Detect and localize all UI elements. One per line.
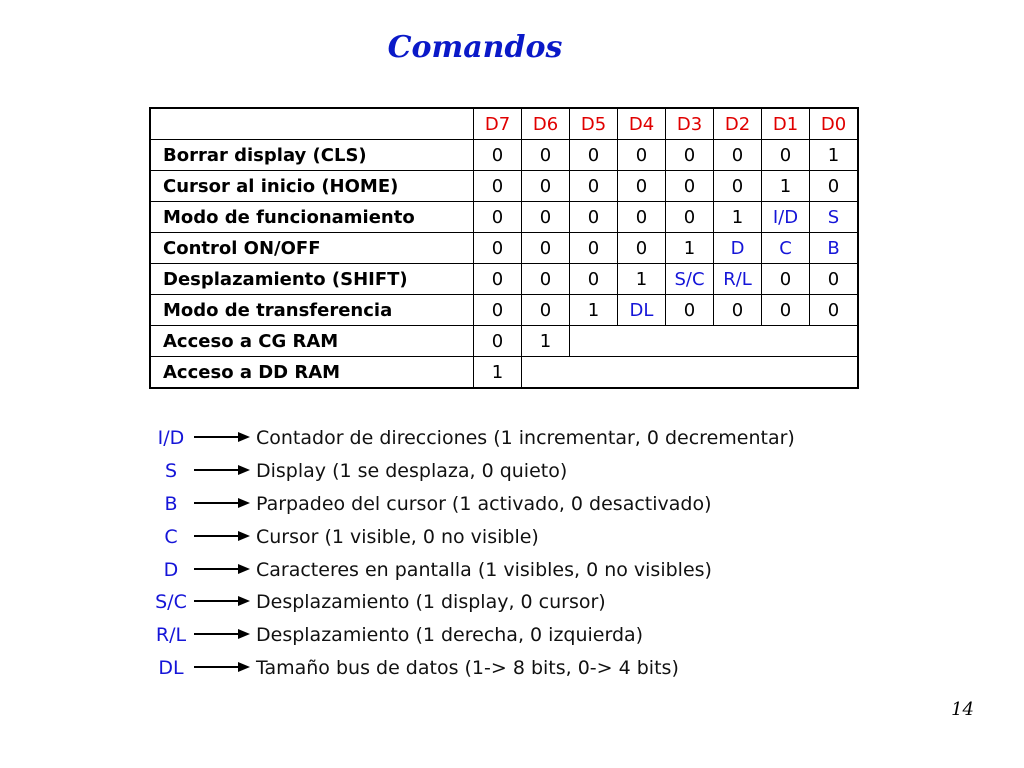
- right-arrow-icon: [194, 559, 250, 581]
- right-arrow-icon: [194, 591, 250, 613]
- bit-cell: 0: [522, 295, 570, 326]
- legend-description: Desplazamiento (1 derecha, 0 izquierda): [256, 624, 644, 647]
- bit-header: D7: [474, 108, 522, 140]
- table-row: [150, 171, 858, 202]
- bit-header: D5: [570, 108, 618, 140]
- bit-cell: 1: [474, 357, 522, 389]
- legend-item: [150, 553, 795, 586]
- bit-cell: 1: [666, 233, 714, 264]
- table-row: [150, 326, 858, 357]
- legend: [150, 422, 795, 684]
- page-number: 14: [951, 699, 974, 720]
- bit-cell: 0: [810, 171, 859, 202]
- bit-cell: 0: [570, 140, 618, 171]
- legend-abbr: S/C: [155, 591, 187, 614]
- command-table: [149, 107, 859, 389]
- empty-cell: [570, 326, 859, 357]
- bit-cell: DL: [618, 295, 666, 326]
- bit-cell: 0: [666, 295, 714, 326]
- bit-cell: 0: [618, 233, 666, 264]
- bit-cell: S/C: [666, 264, 714, 295]
- bit-cell: 0: [474, 233, 522, 264]
- legend-description: Display (1 se desplaza, 0 quieto): [256, 460, 568, 483]
- right-arrow-icon: [194, 624, 250, 646]
- bit-cell: I/D: [762, 202, 810, 233]
- right-arrow-icon: [194, 427, 250, 449]
- bit-cell: 0: [666, 171, 714, 202]
- command-label: Acceso a CG RAM: [150, 326, 474, 357]
- bit-cell: 0: [762, 264, 810, 295]
- bit-cell: 0: [714, 140, 762, 171]
- command-label: Modo de transferencia: [150, 295, 474, 326]
- bit-header: D2: [714, 108, 762, 140]
- bit-cell: 0: [618, 202, 666, 233]
- bit-header: D4: [618, 108, 666, 140]
- legend-item: [150, 652, 795, 685]
- bit-cell: 0: [618, 171, 666, 202]
- bit-cell: 0: [522, 233, 570, 264]
- bit-cell: 1: [522, 326, 570, 357]
- bit-cell: 0: [618, 140, 666, 171]
- bit-cell: 0: [474, 171, 522, 202]
- table-corner-cell: [150, 108, 474, 140]
- right-arrow-icon: [194, 657, 250, 679]
- bit-cell: 0: [570, 202, 618, 233]
- legend-abbr: I/D: [157, 427, 185, 450]
- bit-cell: 1: [762, 171, 810, 202]
- slide-title: Comandos: [387, 30, 563, 65]
- legend-abbr: C: [164, 525, 178, 548]
- command-label: Borrar display (CLS): [150, 140, 474, 171]
- bit-cell: 0: [474, 140, 522, 171]
- bit-cell: B: [810, 233, 859, 264]
- bit-cell: 0: [810, 295, 859, 326]
- table-row: [150, 202, 858, 233]
- empty-cell: [522, 357, 859, 389]
- legend-description: Caracteres en pantalla (1 visibles, 0 no visibles): [256, 558, 712, 581]
- bit-cell: 0: [474, 202, 522, 233]
- table-row: [150, 295, 858, 326]
- bit-cell: 0: [474, 326, 522, 357]
- legend-abbr: D: [163, 558, 179, 581]
- legend-description: Desplazamiento (1 display, 0 cursor): [256, 591, 606, 614]
- legend-abbr: R/L: [155, 624, 187, 647]
- bit-cell: 0: [762, 140, 810, 171]
- bit-cell: 0: [714, 295, 762, 326]
- bit-cell: 1: [618, 264, 666, 295]
- legend-description: Tamaño bus de datos (1-> 8 bits, 0-> 4 bits): [256, 656, 679, 679]
- legend-item: [150, 520, 795, 553]
- legend-description: Cursor (1 visible, 0 no visible): [256, 525, 539, 548]
- command-label: Control ON/OFF: [150, 233, 474, 264]
- table-row: [150, 357, 858, 389]
- bit-cell: S: [810, 202, 859, 233]
- legend-item: [150, 586, 795, 619]
- bit-cell: 0: [474, 264, 522, 295]
- bit-header: D1: [762, 108, 810, 140]
- bit-cell: 0: [714, 171, 762, 202]
- right-arrow-icon: [194, 493, 250, 515]
- bit-cell: D: [714, 233, 762, 264]
- bit-cell: 0: [810, 264, 859, 295]
- legend-description: Contador de direcciones (1 incrementar, 0 decrementar): [256, 427, 795, 450]
- bit-cell: 0: [522, 171, 570, 202]
- bit-header: D6: [522, 108, 570, 140]
- command-label: Cursor al inicio (HOME): [150, 171, 474, 202]
- bit-cell: 0: [666, 202, 714, 233]
- command-label: Modo de funcionamiento: [150, 202, 474, 233]
- command-label: Desplazamiento (SHIFT): [150, 264, 474, 295]
- table-row: [150, 140, 858, 171]
- legend-abbr: S: [164, 460, 178, 483]
- bit-cell: 0: [666, 140, 714, 171]
- bit-cell: 0: [474, 295, 522, 326]
- bit-header: D0: [810, 108, 859, 140]
- bit-cell: 0: [762, 295, 810, 326]
- bit-header: D3: [666, 108, 714, 140]
- bit-cell: 1: [570, 295, 618, 326]
- table-row: [150, 233, 858, 264]
- legend-item: [150, 455, 795, 488]
- bit-cell: 0: [570, 264, 618, 295]
- command-label: Acceso a DD RAM: [150, 357, 474, 389]
- table-header-row: [150, 108, 858, 140]
- right-arrow-icon: [194, 460, 250, 482]
- legend-abbr: DL: [158, 656, 184, 679]
- right-arrow-icon: [194, 526, 250, 548]
- bit-cell: 0: [522, 264, 570, 295]
- legend-item: [150, 488, 795, 521]
- bit-cell: 0: [522, 202, 570, 233]
- bit-cell: C: [762, 233, 810, 264]
- bit-cell: R/L: [714, 264, 762, 295]
- bit-cell: 1: [810, 140, 859, 171]
- legend-item: [150, 619, 795, 652]
- bit-cell: 0: [570, 171, 618, 202]
- legend-abbr: B: [164, 492, 178, 515]
- bit-cell: 0: [522, 140, 570, 171]
- bit-cell: 0: [570, 233, 618, 264]
- legend-item: [150, 422, 795, 455]
- bit-cell: 1: [714, 202, 762, 233]
- legend-description: Parpadeo del cursor (1 activado, 0 desactivado): [256, 492, 712, 515]
- table-row: [150, 264, 858, 295]
